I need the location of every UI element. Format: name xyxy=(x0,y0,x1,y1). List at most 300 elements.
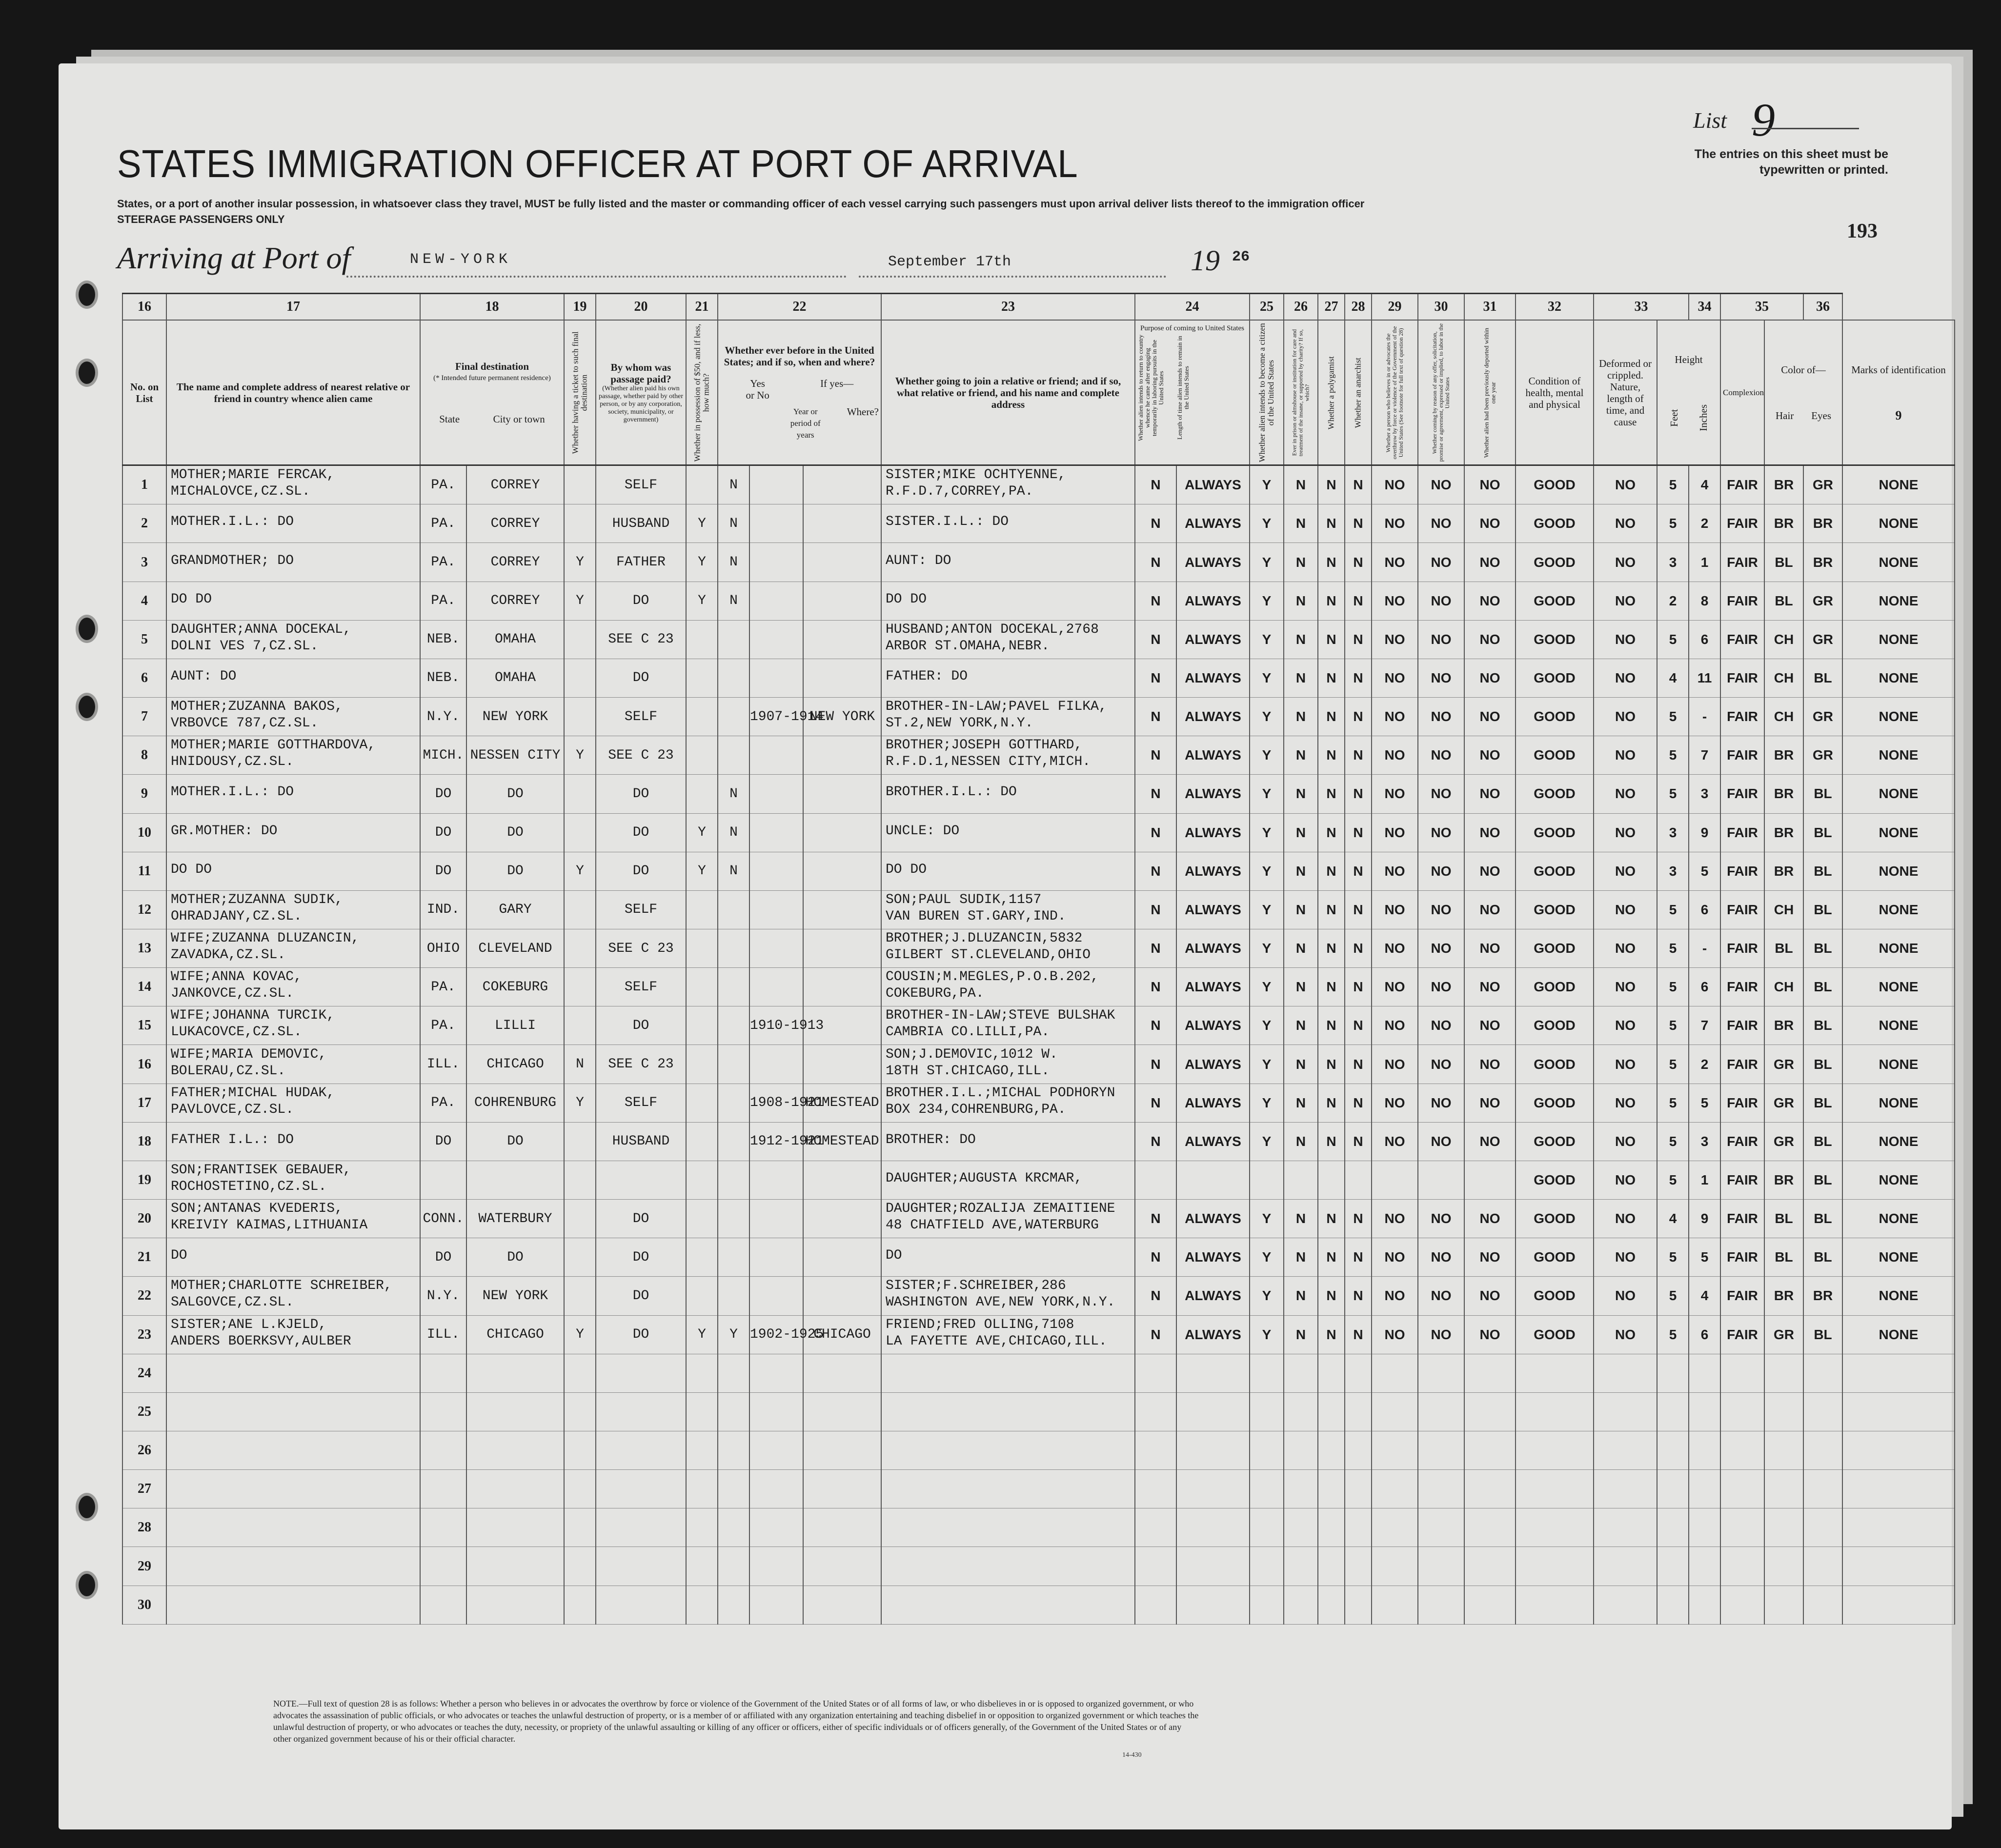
table-row xyxy=(122,1586,1955,1624)
def-cell: NO xyxy=(1594,698,1657,736)
q29-cell: NO xyxy=(1418,1238,1464,1277)
ft-cell: 5 xyxy=(1657,775,1689,813)
cit-cell: Y xyxy=(1250,890,1284,929)
no-cell: 24 xyxy=(122,1354,166,1392)
state-cell: NEB. xyxy=(420,659,466,697)
relative-cell xyxy=(166,1354,420,1392)
ft-cell xyxy=(1657,1431,1689,1470)
no-cell: 19 xyxy=(122,1161,166,1199)
ticket-cell: Y xyxy=(564,1315,596,1354)
where-cell xyxy=(803,1238,881,1277)
q28-cell: NO xyxy=(1372,736,1418,775)
where-cell: CHICAGO xyxy=(803,1315,881,1354)
anar-cell xyxy=(1345,1354,1372,1392)
yrs-cell xyxy=(749,582,803,620)
health-cell xyxy=(1516,1547,1594,1586)
rel-line-1: FATHER;MICHAL HUDAK, xyxy=(171,1085,335,1101)
relative-cell xyxy=(166,929,420,967)
health-cell: GOOD xyxy=(1516,1200,1594,1238)
city-cell: CORREY xyxy=(466,504,564,543)
q30-cell: NO xyxy=(1464,890,1516,929)
comp-cell: FAIR xyxy=(1720,1277,1764,1315)
col-num: 23 xyxy=(881,294,1135,321)
comp-cell: FAIR xyxy=(1720,1238,1764,1277)
health-cell: GOOD xyxy=(1516,504,1594,543)
state-cell xyxy=(420,1508,466,1547)
ticket-cell xyxy=(564,1006,596,1045)
header-purpose-title: Purpose of coming to United States xyxy=(1140,324,1244,333)
poly-cell: N xyxy=(1318,1315,1345,1354)
col-num: 26 xyxy=(1284,294,1318,321)
rel-line-1: SISTER;ANE L.KJELD, xyxy=(171,1317,327,1332)
binder-hole xyxy=(76,359,98,387)
marks-cell xyxy=(1842,1431,1955,1470)
q28-cell: NO xyxy=(1372,1315,1418,1354)
yrs-cell: 1902-1925 xyxy=(749,1315,803,1354)
header-complexion: Complexion xyxy=(1720,320,1764,465)
paid-cell xyxy=(596,1547,686,1586)
hair-cell: GR xyxy=(1764,1315,1803,1354)
join-line-1: BROTHER.I.L.;MICHAL PODHORYN xyxy=(886,1085,1115,1101)
poly-cell xyxy=(1318,1470,1345,1508)
yn-cell xyxy=(718,1277,749,1315)
relative-cell xyxy=(166,1045,420,1084)
hair-cell: GR xyxy=(1764,1084,1803,1122)
paid-cell: DO xyxy=(596,1315,686,1354)
arrival-date: September 17th xyxy=(888,254,1011,270)
rel-line-2: HNIDOUSY,CZ.SL. xyxy=(171,754,294,770)
ret-cell: N xyxy=(1135,1315,1176,1354)
joining-cell xyxy=(881,465,1135,504)
ft-cell: 5 xyxy=(1657,1006,1689,1045)
len-cell: ALWAYS xyxy=(1176,968,1250,1006)
len-cell xyxy=(1176,1470,1250,1508)
relative-cell xyxy=(166,1547,420,1586)
anar-cell: N xyxy=(1345,582,1372,620)
poly-cell: N xyxy=(1318,543,1345,582)
ticket-cell xyxy=(564,1586,596,1624)
city-cell: WATERBURY xyxy=(466,1200,564,1238)
q28-cell: NO xyxy=(1372,890,1418,929)
ticket-cell xyxy=(564,504,596,543)
rel-line-2: GR.MOTHER: DO xyxy=(171,823,278,839)
header-height-sub xyxy=(1659,404,1718,431)
comp-cell: FAIR xyxy=(1720,698,1764,736)
relative-cell xyxy=(166,1006,420,1045)
ticket-cell xyxy=(564,1277,596,1315)
ft-cell: 5 xyxy=(1657,1122,1689,1161)
def-cell: NO xyxy=(1594,929,1657,967)
state-cell: ILL. xyxy=(420,1315,466,1354)
form-code: 14-430 xyxy=(1122,1751,1142,1759)
poly-cell: N xyxy=(1318,968,1345,1006)
cit-cell: Y xyxy=(1250,813,1284,852)
cit-cell: Y xyxy=(1250,1006,1284,1045)
city-cell xyxy=(466,1161,564,1199)
where-cell xyxy=(803,1392,881,1431)
joining-cell xyxy=(881,1392,1135,1431)
joining-cell xyxy=(881,1238,1135,1277)
prison-cell: N xyxy=(1284,1084,1318,1122)
no-cell: 8 xyxy=(122,736,166,775)
eyes-cell: BL xyxy=(1803,1084,1842,1122)
state-cell: PA. xyxy=(420,504,466,543)
len-cell: ALWAYS xyxy=(1176,1006,1250,1045)
prison-cell: N xyxy=(1284,852,1318,890)
relative-cell xyxy=(166,1315,420,1354)
prison-cell: N xyxy=(1284,620,1318,659)
poly-cell xyxy=(1318,1354,1345,1392)
yn-cell xyxy=(718,1084,749,1122)
city-cell: OMAHA xyxy=(466,659,564,697)
yn-cell xyxy=(718,1045,749,1084)
city-cell xyxy=(466,1470,564,1508)
marks-cell: NONE xyxy=(1842,1200,1955,1238)
relative-cell xyxy=(166,465,420,504)
join-line-2: ST.2,NEW YORK,N.Y. xyxy=(886,716,1033,731)
hair-cell xyxy=(1764,1586,1803,1624)
comp-cell: FAIR xyxy=(1720,736,1764,775)
hair-cell: GR xyxy=(1764,1122,1803,1161)
prison-cell: N xyxy=(1284,659,1318,697)
eyes-cell: BL xyxy=(1803,813,1842,852)
cit-cell xyxy=(1250,1470,1284,1508)
anar-cell: N xyxy=(1345,620,1372,659)
col-num: 24 xyxy=(1135,294,1250,321)
rel-line-1: MOTHER;MARIE GOTTHARDOVA, xyxy=(171,738,376,753)
rel-line-1: SON;ANTANAS KVEDERIS, xyxy=(171,1201,343,1217)
q29-cell: NO xyxy=(1418,620,1464,659)
ft-cell xyxy=(1657,1508,1689,1547)
ticket-cell xyxy=(564,1392,596,1431)
q30-cell: NO xyxy=(1464,968,1516,1006)
city-cell: CHICAGO xyxy=(466,1315,564,1354)
entries-note: The entries on this sheet must be typewritten or printed. xyxy=(1694,147,1888,177)
ret-cell: N xyxy=(1135,465,1176,504)
prison-cell: N xyxy=(1284,813,1318,852)
q30-cell xyxy=(1464,1354,1516,1392)
join-line-1: DAUGHTER;ROZALIJA ZEMAITIENE xyxy=(886,1201,1115,1217)
q28-cell xyxy=(1372,1161,1418,1199)
hair-cell: BL xyxy=(1764,1238,1803,1277)
join-line-1: BROTHER;J.DLUZANCIN,5832 xyxy=(886,931,1083,946)
q30-cell: NO xyxy=(1464,504,1516,543)
in-cell xyxy=(1689,1508,1720,1547)
poly-cell xyxy=(1318,1392,1345,1431)
in-cell: 5 xyxy=(1689,852,1720,890)
state-cell: PA. xyxy=(420,543,466,582)
in-cell: 8 xyxy=(1689,582,1720,620)
col-num: 30 xyxy=(1418,294,1464,321)
ticket-cell xyxy=(564,1200,596,1238)
rel-line-2: AUNT: DO xyxy=(171,668,237,684)
marks-cell: NONE xyxy=(1842,504,1955,543)
cit-cell xyxy=(1250,1431,1284,1470)
anar-cell: N xyxy=(1345,736,1372,775)
header-if-yes: If yes— xyxy=(820,377,854,389)
joining-cell xyxy=(881,543,1135,582)
health-cell: GOOD xyxy=(1516,1084,1594,1122)
where-cell xyxy=(803,659,881,697)
state-cell xyxy=(420,1431,466,1470)
q28-cell: NO xyxy=(1372,813,1418,852)
in-cell: 6 xyxy=(1689,968,1720,1006)
cit-cell: Y xyxy=(1250,1084,1284,1122)
marks-cell: NONE xyxy=(1842,736,1955,775)
rel-line-2: ANDERS BOERKSVY,AULBER xyxy=(171,1333,351,1349)
header-before-title: Whether ever before in the United States; and if so, when and where? xyxy=(724,344,875,368)
page-subtitle: States, or a port of another insular possession, in whatsoever class they travel, MUST be fully listed and the master or commanding officer of each vessel carrying such passengers must upon arrival deliver lists thereof to the immigration officer xyxy=(117,198,1365,210)
poly-cell: N xyxy=(1318,504,1345,543)
poly-cell: N xyxy=(1318,1045,1345,1084)
yn-cell: N xyxy=(718,775,749,813)
yrs-cell xyxy=(749,1354,803,1392)
in-cell: 6 xyxy=(1689,1315,1720,1354)
q29-cell: NO xyxy=(1418,1006,1464,1045)
yrs-cell xyxy=(749,775,803,813)
ret-cell xyxy=(1135,1586,1176,1624)
no-cell: 11 xyxy=(122,852,166,890)
ret-cell: N xyxy=(1135,620,1176,659)
rel-line-2: MOTHER.I.L.: DO xyxy=(171,514,294,530)
eyes-cell: BR xyxy=(1803,1277,1842,1315)
q30-cell: NO xyxy=(1464,1045,1516,1084)
len-cell: ALWAYS xyxy=(1176,1238,1250,1277)
comp-cell: FAIR xyxy=(1720,1045,1764,1084)
joining-cell xyxy=(881,968,1135,1006)
ticket-cell xyxy=(564,890,596,929)
ret-cell xyxy=(1135,1470,1176,1508)
header-final-dest-sub xyxy=(423,413,562,425)
table-row xyxy=(122,852,1955,890)
hair-cell: BR xyxy=(1764,852,1803,890)
in-cell: 2 xyxy=(1689,504,1720,543)
comp-cell xyxy=(1720,1431,1764,1470)
yn-cell xyxy=(718,1392,749,1431)
yrs-cell xyxy=(749,1392,803,1431)
table-row xyxy=(122,813,1955,852)
state-cell: ILL. xyxy=(420,1045,466,1084)
hair-cell: BR xyxy=(1764,465,1803,504)
header-hair: Hair xyxy=(1775,409,1794,422)
city-cell: COKEBURG xyxy=(466,968,564,1006)
ticket-cell xyxy=(564,1354,596,1392)
paid-cell xyxy=(596,1586,686,1624)
q28-cell: NO xyxy=(1372,775,1418,813)
money-cell xyxy=(686,620,718,659)
comp-cell: FAIR xyxy=(1720,1006,1764,1045)
ticket-cell xyxy=(564,620,596,659)
in-cell: 9 xyxy=(1689,813,1720,852)
table-row xyxy=(122,1431,1955,1470)
poly-cell: N xyxy=(1318,1006,1345,1045)
state-cell: PA. xyxy=(420,968,466,1006)
comp-cell: FAIR xyxy=(1720,543,1764,582)
yrs-cell xyxy=(749,465,803,504)
q30-cell xyxy=(1464,1431,1516,1470)
arrival-year-prefix: 19 xyxy=(1191,244,1220,277)
paid-cell: SEE C 23 xyxy=(596,929,686,967)
header-money: Whether in possession of $50, and if less, how much? xyxy=(686,320,718,465)
no-cell: 10 xyxy=(122,813,166,852)
paid-cell xyxy=(596,1470,686,1508)
in-cell: - xyxy=(1689,929,1720,967)
eyes-cell xyxy=(1803,1392,1842,1431)
no-cell: 4 xyxy=(122,582,166,620)
marks-cell: NONE xyxy=(1842,659,1955,697)
ticket-cell xyxy=(564,1470,596,1508)
where-cell xyxy=(803,1045,881,1084)
q30-cell: NO xyxy=(1464,1277,1516,1315)
money-cell: Y xyxy=(686,582,718,620)
comp-cell: FAIR xyxy=(1720,775,1764,813)
city-cell xyxy=(466,1547,564,1586)
hair-cell xyxy=(1764,1470,1803,1508)
poly-cell: N xyxy=(1318,890,1345,929)
len-cell xyxy=(1176,1547,1250,1586)
city-cell: DO xyxy=(466,813,564,852)
city-cell: CHICAGO xyxy=(466,1045,564,1084)
join-line-2: VAN BUREN ST.GARY,IND. xyxy=(886,908,1066,924)
q28-cell: NO xyxy=(1372,698,1418,736)
join-line-2: 18TH ST.CHICAGO,ILL. xyxy=(886,1063,1050,1079)
ticket-cell xyxy=(564,1547,596,1586)
ft-cell: 4 xyxy=(1657,659,1689,697)
relative-cell xyxy=(166,1200,420,1238)
binder-hole xyxy=(76,1493,98,1521)
anar-cell: N xyxy=(1345,465,1372,504)
marks-cell: NONE xyxy=(1842,698,1955,736)
header-purpose-sub xyxy=(1137,334,1247,442)
hair-cell: CH xyxy=(1764,698,1803,736)
paid-cell xyxy=(596,1431,686,1470)
in-cell xyxy=(1689,1586,1720,1624)
def-cell: NO xyxy=(1594,1238,1657,1277)
eyes-cell: GR xyxy=(1803,582,1842,620)
prison-cell: N xyxy=(1284,504,1318,543)
health-cell xyxy=(1516,1470,1594,1508)
ft-cell xyxy=(1657,1470,1689,1508)
marks-cell: NONE xyxy=(1842,1238,1955,1277)
header-city: City or town xyxy=(493,413,545,425)
eyes-cell: BL xyxy=(1803,1315,1842,1354)
joining-cell xyxy=(881,852,1135,890)
joining-cell xyxy=(881,1470,1135,1508)
money-cell xyxy=(686,1354,718,1392)
anar-cell: N xyxy=(1345,698,1372,736)
hair-cell xyxy=(1764,1547,1803,1586)
rel-line-1: WIFE;ZUZANNA DLUZANCIN, xyxy=(171,931,360,946)
header-color-sub xyxy=(1767,410,1840,422)
health-cell xyxy=(1516,1431,1594,1470)
header-length: Length of time alien intends to remain in the United States xyxy=(1176,336,1190,440)
state-cell xyxy=(420,1470,466,1508)
header-color-title: Color of— xyxy=(1781,363,1826,376)
anar-cell: N xyxy=(1345,775,1372,813)
yn-cell xyxy=(718,1200,749,1238)
where-cell xyxy=(803,813,881,852)
len-cell: ALWAYS xyxy=(1176,775,1250,813)
in-cell: 11 xyxy=(1689,659,1720,697)
ft-cell: 3 xyxy=(1657,852,1689,890)
cit-cell: Y xyxy=(1250,620,1284,659)
relative-cell xyxy=(166,698,420,736)
state-cell: DO xyxy=(420,775,466,813)
header-no-on-list: No. on List xyxy=(122,320,166,465)
col-num: 32 xyxy=(1516,294,1594,321)
binder-hole xyxy=(76,1571,98,1599)
health-cell: GOOD xyxy=(1516,1006,1594,1045)
col-num: 29 xyxy=(1372,294,1418,321)
no-cell: 27 xyxy=(122,1470,166,1508)
table-row xyxy=(122,698,1955,736)
city-cell: NEW YORK xyxy=(466,698,564,736)
joining-cell xyxy=(881,1161,1135,1199)
anar-cell: N xyxy=(1345,1315,1372,1354)
health-cell: GOOD xyxy=(1516,582,1594,620)
joining-cell xyxy=(881,1277,1135,1315)
rel-line-2: JANKOVCE,CZ.SL. xyxy=(171,986,294,1002)
q30-cell xyxy=(1464,1508,1516,1547)
q28-cell xyxy=(1372,1354,1418,1392)
q29-cell: NO xyxy=(1418,543,1464,582)
rel-line-2: DOLNI VES 7,CZ.SL. xyxy=(171,638,319,654)
ticket-cell xyxy=(564,929,596,967)
join-line-1: HUSBAND;ANTON DOCEKAL,2768 xyxy=(886,622,1099,637)
join-line-1: SON;J.DEMOVIC,1012 W. xyxy=(886,1046,1058,1062)
money-cell xyxy=(686,1045,718,1084)
where-cell xyxy=(803,1586,881,1624)
join-line-2: BOX 234,COHRENBURG,PA. xyxy=(886,1102,1066,1117)
header-passage-note: (Whether alien paid his own passage, whether paid by other person, or by any corporation, society, municipality, or government) xyxy=(599,384,683,423)
no-cell: 2 xyxy=(122,504,166,543)
yrs-cell xyxy=(749,1277,803,1315)
table-row xyxy=(122,1547,1955,1586)
len-cell: ALWAYS xyxy=(1176,1084,1250,1122)
prison-cell: N xyxy=(1284,775,1318,813)
rel-line-2: GRANDMOTHER; DO xyxy=(171,553,294,568)
in-cell: - xyxy=(1689,698,1720,736)
in-cell xyxy=(1689,1470,1720,1508)
ticket-cell: N xyxy=(564,1045,596,1084)
joining-cell xyxy=(881,620,1135,659)
table-row xyxy=(122,1084,1955,1122)
header-joining: Whether going to join a relative or friend; and if so, what relative or friend, and his name and complete address xyxy=(881,320,1135,465)
join-line-1: BROTHER-IN-LAW;PAVEL FILKA, xyxy=(886,699,1107,715)
anar-cell: N xyxy=(1345,1006,1372,1045)
health-cell xyxy=(1516,1392,1594,1431)
marks-cell: NONE xyxy=(1842,1006,1955,1045)
poly-cell: N xyxy=(1318,582,1345,620)
join-line-1: SON;PAUL SUDIK,1157 xyxy=(886,892,1042,907)
prison-cell xyxy=(1284,1586,1318,1624)
comp-cell: FAIR xyxy=(1720,813,1764,852)
col-num: 33 xyxy=(1594,294,1689,321)
money-cell xyxy=(686,1122,718,1161)
def-cell: NO xyxy=(1594,543,1657,582)
money-cell xyxy=(686,775,718,813)
col-num: 27 xyxy=(1318,294,1345,321)
def-cell xyxy=(1594,1586,1657,1624)
comp-cell xyxy=(1720,1586,1764,1624)
paid-cell: HUSBAND xyxy=(596,1122,686,1161)
q28-cell xyxy=(1372,1392,1418,1431)
state-cell: N.Y. xyxy=(420,698,466,736)
rel-line-2: SALGOVCE,CZ.SL. xyxy=(171,1295,294,1310)
eyes-cell: BL xyxy=(1803,929,1842,967)
poly-cell: N xyxy=(1318,1200,1345,1238)
comp-cell xyxy=(1720,1354,1764,1392)
